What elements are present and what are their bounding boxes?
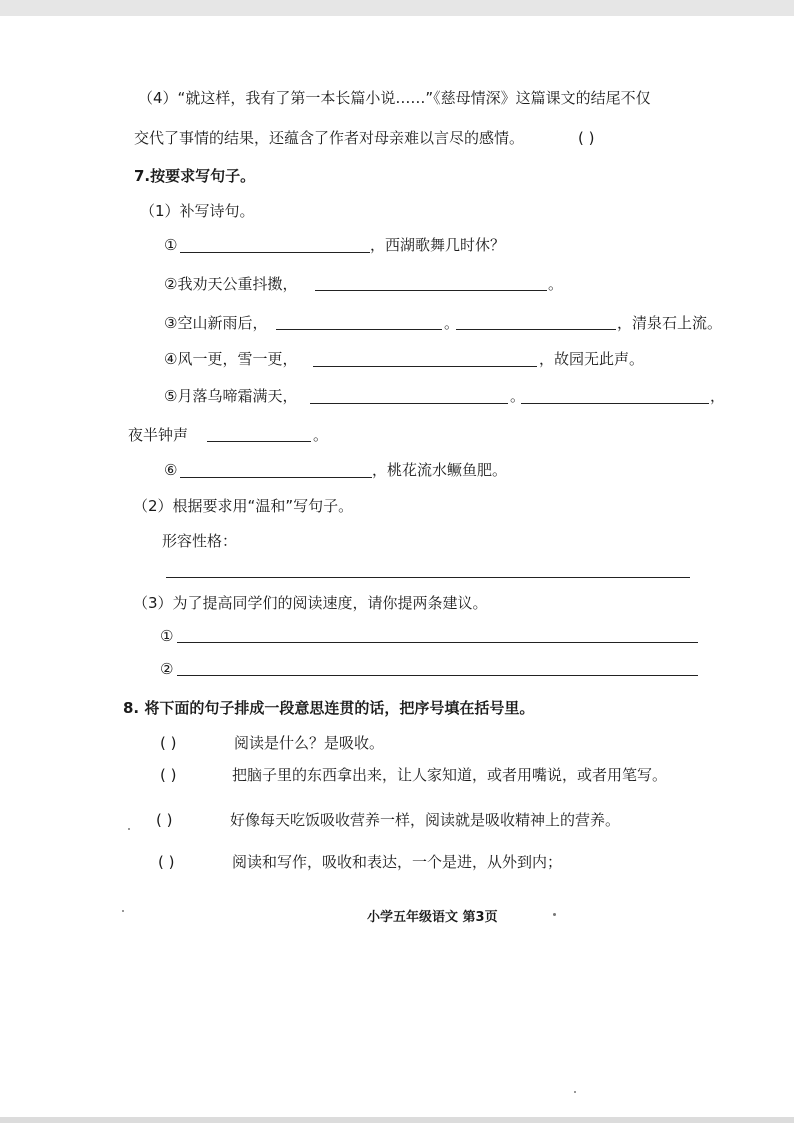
poem6-number: ⑥ [164,461,178,479]
scan-speck [574,1091,576,1093]
scan-top-margin [0,0,794,16]
poem5-continued-end: 。 [313,426,329,444]
suggestion2-number: ② [160,660,174,678]
poem1-text: ，西湖歌舞几时休？ [370,236,506,254]
q7-part2-prompt: 形容性格： [162,532,238,550]
q6-item4-line1: （4）“就这样，我有了第一本长篇小说……”《慈母情深》这篇课文的结尾不仅 [138,89,651,107]
q8-sentence-3: 好像每天吃饭吸收营养一样，阅读就是吸收精神上的营养。 [230,811,621,829]
question-8-title: 8. 将下面的句子排成一段意思连贯的话，把序号填在括号里。 [123,699,535,717]
poem3-text: ③空山新雨后， [164,314,268,332]
poem6-text: ，桃花流水鳜鱼肥。 [372,461,508,479]
poem5-text: ⑤月落乌啼霜满天， [164,387,298,405]
scan-speck [122,910,124,912]
poem4-text: ④风一更，雪一更， [164,350,298,368]
question-7-title: 7.按要求写句子。 [134,167,256,185]
scan-speck [128,828,130,830]
poem5-continued: 夜半钟声 [128,426,189,444]
poem1-number: ① [164,236,178,254]
fill-blank-line[interactable] [456,329,616,330]
q8-bracket-2[interactable]: ( ) [160,766,177,784]
q8-bracket-4[interactable]: ( ) [158,853,175,871]
suggestion1-line[interactable] [177,642,698,643]
scan-bottom-margin [0,1117,794,1123]
page-footer: 小学五年级语文 第3页 [367,910,498,925]
fill-blank-line[interactable] [180,252,370,253]
fill-blank-line[interactable] [313,366,537,367]
q8-bracket-1[interactable]: ( ) [160,734,177,752]
q8-bracket-3[interactable]: ( ) [156,811,173,829]
q8-sentence-4: 阅读和写作，吸收和表达，一个是进，从外到内； [232,853,563,871]
poem3-end: ，清泉石上流。 [617,314,723,332]
answer-bracket[interactable]: ( ) [578,129,595,147]
q7-part1-title: （1）补写诗句。 [140,202,255,220]
poem2-text: ②我劝天公重抖擞， [164,275,298,293]
poem3-mid: 。 [444,314,460,332]
fill-blank-line[interactable] [521,403,709,404]
q8-sentence-1: 阅读是什么？是吸收。 [234,734,385,752]
poem4-end: ，故园无此声。 [539,350,645,368]
q8-sentence-2: 把脑子里的东西拿出来，让人家知道，或者用嘴说，或者用笔写。 [232,766,668,784]
poem2-end: 。 [548,275,564,293]
answer-line[interactable] [166,577,690,578]
fill-blank-line[interactable] [315,290,547,291]
q6-item4-line2: 交代了事情的结果，还蕴含了作者对母亲难以言尽的感情。 [134,129,525,147]
suggestion1-number: ① [160,627,174,645]
poem5-end: ， [710,387,726,405]
poem5-mid: 。 [510,387,526,405]
fill-blank-line[interactable] [207,441,311,442]
q7-part3-title: （3）为了提高同学们的阅读速度，请你提两条建议。 [133,594,488,612]
scan-speck [553,913,556,916]
fill-blank-line[interactable] [276,329,442,330]
fill-blank-line[interactable] [310,403,508,404]
suggestion2-line[interactable] [177,675,698,676]
fill-blank-line[interactable] [180,477,372,478]
q7-part2-title: （2）根据要求用“温和”写句子。 [133,497,354,515]
